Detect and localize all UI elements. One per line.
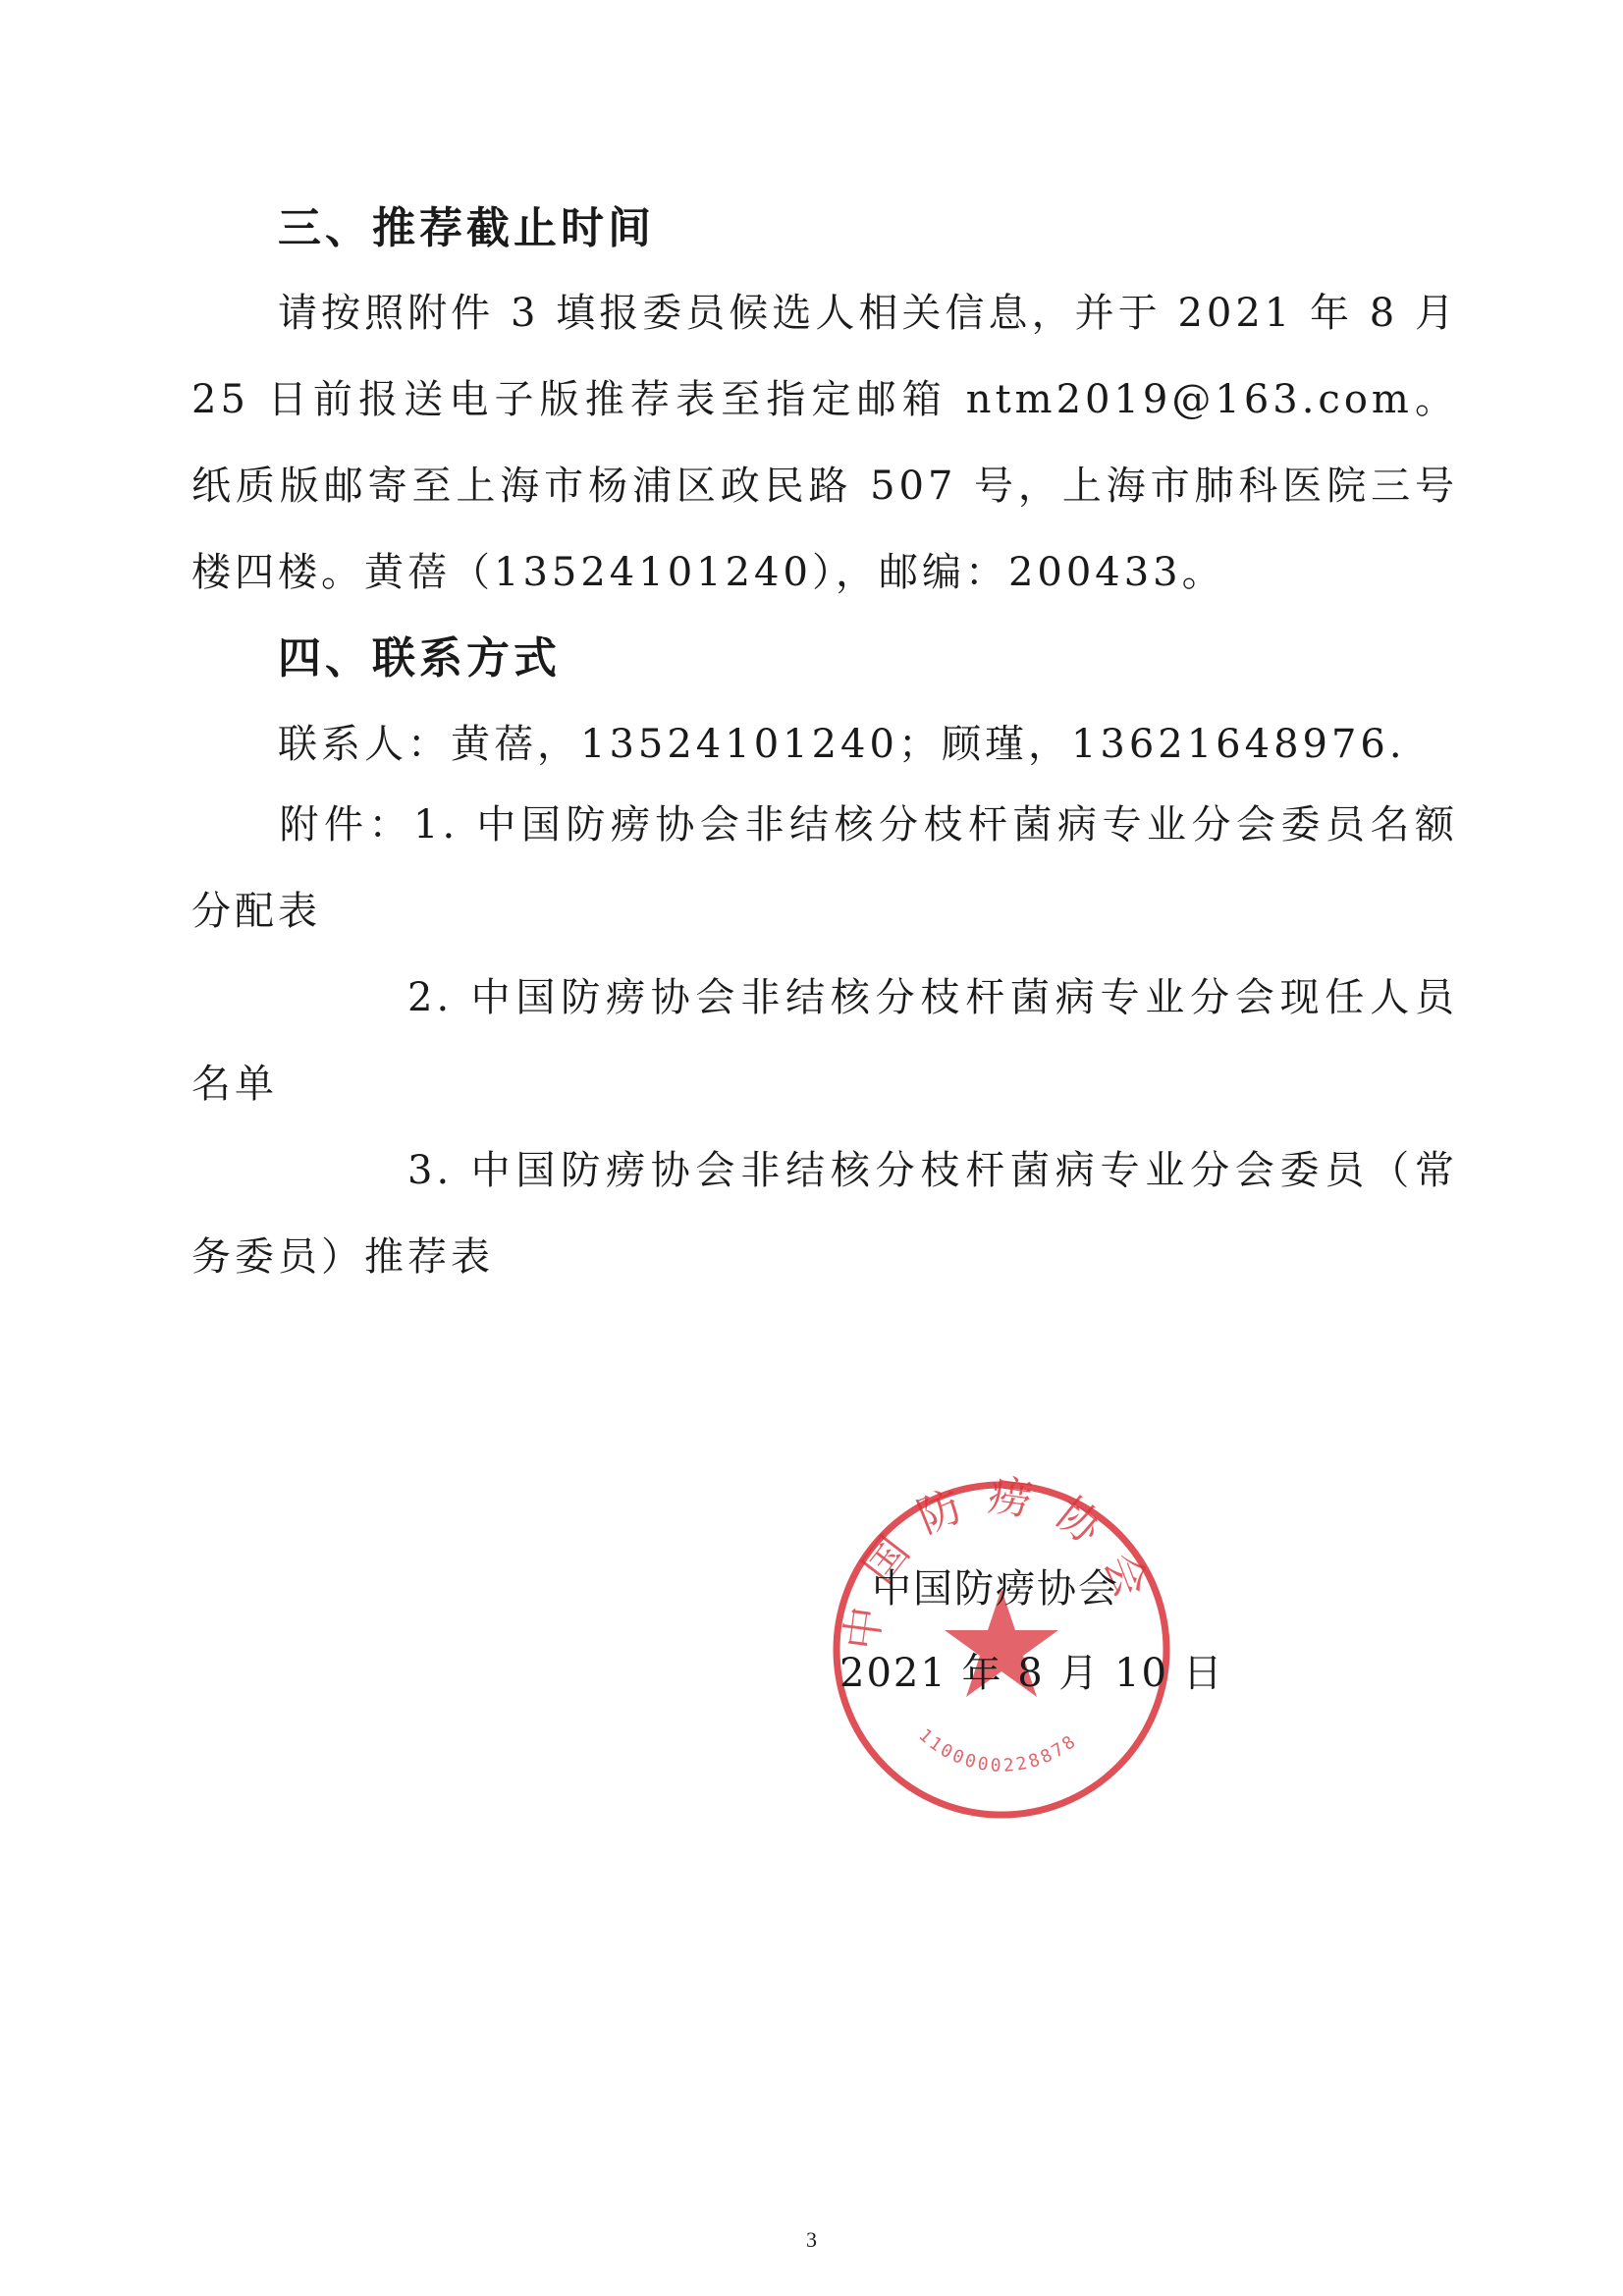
contact-line: 联系人：黄蓓，13524101240；顾瑾，13621648976. — [278, 722, 1406, 767]
signature-date: 2021 年 8 月 10 日 — [839, 1651, 1224, 1696]
section-4-heading: 四、联系方式 — [278, 633, 561, 683]
signature-org: 中国防痨协会 — [872, 1566, 1119, 1612]
attachment-prefix: 附件： — [278, 802, 414, 847]
attachment-3 — [191, 1127, 1458, 1300]
seal-code: 1100000228878 — [914, 1724, 1082, 1777]
page-number: 3 — [806, 2227, 817, 2252]
attachment-3-text: 3. 中国防痨协会非结核分枝杆菌病专业分会委员（常务委员）推荐表 — [191, 1148, 1458, 1280]
section-3-heading: 三、推荐截止时间 — [278, 203, 655, 253]
attachment-2 — [191, 955, 1458, 1127]
attachment-1-text: 1. 中国防痨协会非结核分枝杆菌病专业分会委员名额分配表 — [191, 802, 1459, 934]
seal-arc-text: 中国防痨协会 — [837, 1473, 1164, 1654]
attachment-1 — [191, 782, 1458, 955]
attachment-2-text: 2. 中国防痨协会非结核分枝杆菌病专业分会现任人员名单 — [191, 975, 1458, 1107]
section-3-body: 请按照附件 3 填报委员候选人相关信息，并于 2021 年 8 月 25 日前报送电子版推荐表至指定邮箱 ntm2019@163.com。纸质版邮寄至上海市杨浦区政民路 507 号，上海市肺科医院三号楼四楼。黄蓓（13524101240），邮编：200433。 — [191, 291, 1458, 595]
